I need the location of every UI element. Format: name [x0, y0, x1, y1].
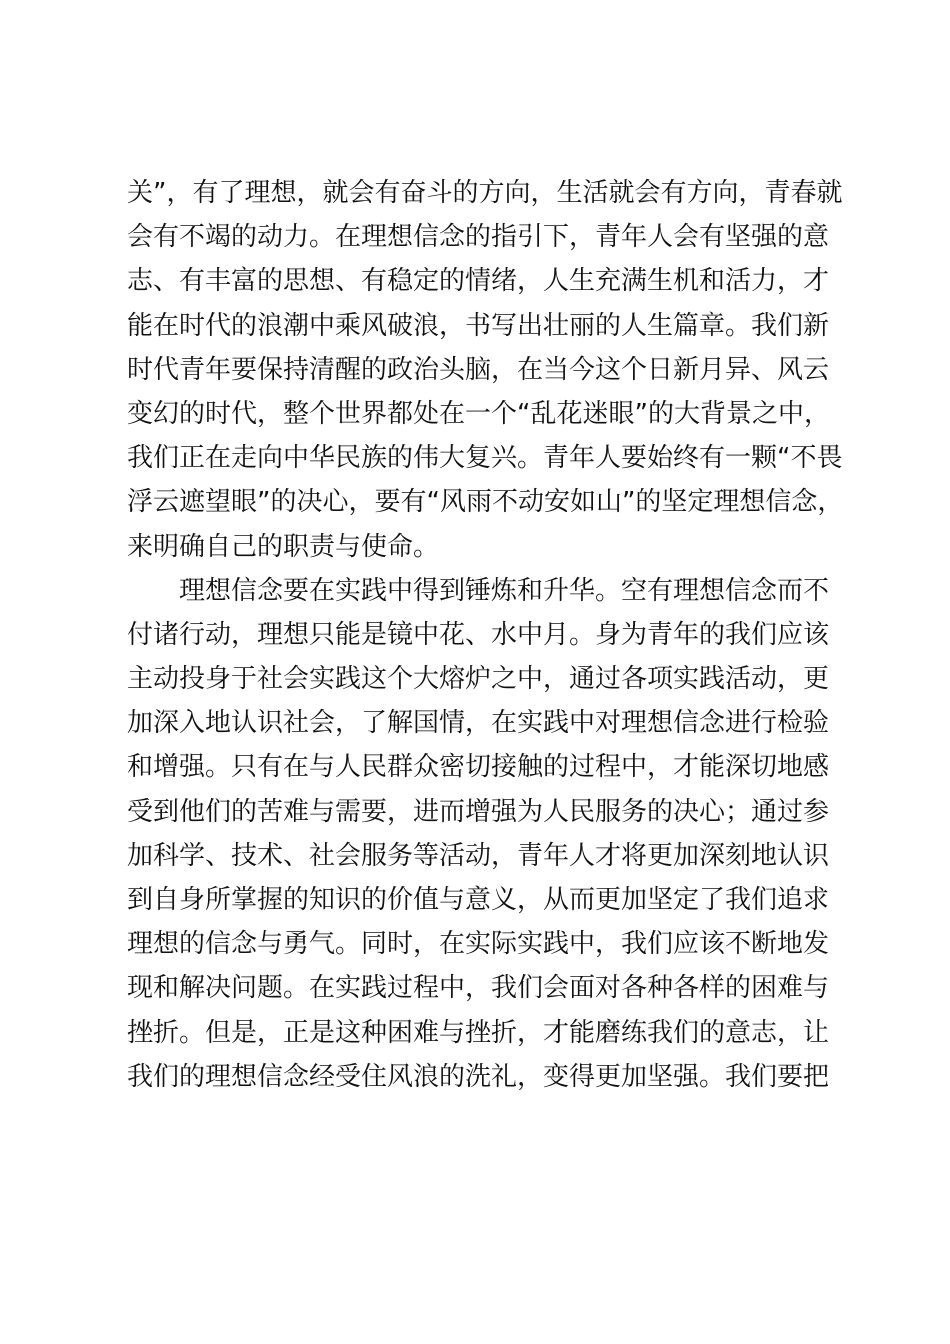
paragraph-line: 加深入地认识社会，了解国情，在实践中对理想信念进行检验	[127, 708, 830, 739]
paragraph-line: 现和解决问题。在实践过程中，我们会面对各种各样的困难与	[127, 973, 830, 1004]
paragraph-line: 我们的理想信念经受住风浪的洗礼，变得更加坚强。我们要把	[127, 1061, 830, 1092]
paragraph-line: 变幻的时代，整个世界都处在一个“乱花迷眼”的大背景之中，	[127, 398, 830, 429]
paragraph-1	[127, 171, 844, 569]
paragraph-line: 到自身所掌握的知识的价值与意义，从而更加坚定了我们追求	[127, 885, 830, 915]
paragraph-line: 和增强。只有在与人民群众密切接触的过程中，才能深切地感	[127, 752, 830, 783]
paragraph-line: 能在时代的浪潮中乘风破浪，书写出壮丽的人生篇章。我们新	[127, 310, 830, 341]
paragraph-line: 来明确自己的职责与使命。	[127, 531, 440, 562]
paragraph-line: 关”，有了理想，就会有奋斗的方向，生活就会有方向，青春就	[127, 178, 843, 208]
paragraph-line: 主动投身于社会实践这个大熔炉之中，通过各项实践活动，更	[127, 664, 830, 695]
paragraph-2	[127, 569, 830, 1099]
paragraph-line: 会有不竭的动力。在理想信念的指引下，青年人会有坚强的意	[127, 222, 830, 253]
paragraph-line: 时代青年要保持清醒的政治头脑，在当今这个日新月异、风云	[127, 354, 830, 385]
paragraph-line: 理想信念要在实践中得到锤炼和升华。空有理想信念而不	[179, 575, 830, 606]
paragraph-line: 理想的信念与勇气。同时，在实际实践中，我们应该不断地发	[127, 929, 830, 960]
body-text	[127, 171, 844, 1099]
paragraph-line: 挫折。但是，正是这种困难与挫折，才能磨练我们的意志，让	[127, 1017, 830, 1048]
paragraph-line: 我们正在走向中华民族的伟大复兴。青年人要始终有一颗“不畏	[127, 443, 843, 474]
paragraph-line: 受到他们的苦难与需要，进而增强为人民服务的决心；通过参	[127, 796, 830, 827]
paragraph-line: 浮云遮望眼”的决心，要有“风雨不动安如山”的坚定理想信念，	[127, 487, 844, 518]
paragraph-line: 付诸行动，理想只能是镜中花、水中月。身为青年的我们应该	[127, 619, 830, 650]
paragraph-line: 志、有丰富的思想、有稳定的情绪，人生充满生机和活力，才	[127, 266, 830, 297]
paragraph-line: 加科学、技术、社会服务等活动，青年人才将更加深刻地认识	[127, 840, 830, 871]
